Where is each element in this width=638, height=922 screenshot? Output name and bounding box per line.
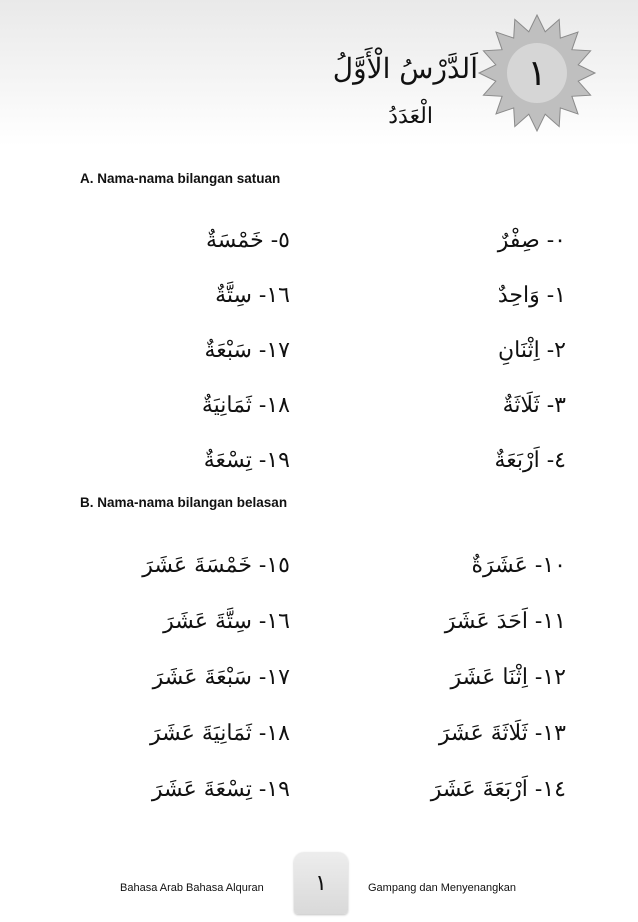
list-item: ١١- اَحَدَ عَشَرَ: [444, 609, 566, 634]
list-item: ١٢- اِثْنَا عَشَرَ: [450, 665, 566, 690]
lesson-number: ١: [527, 52, 547, 94]
list-item: ١٥- خَمْسَةَ عَشَرَ: [142, 553, 290, 578]
list-item: ١٤- اَرْبَعَةَ عَشَرَ: [430, 777, 566, 802]
list-item: ١٧- سَبْعَةٌ: [204, 338, 290, 363]
list-item: ١٦- سِتَّةٌ: [215, 283, 290, 308]
list-item: ١٨- ثَمَانِيَةَ عَشَرَ: [149, 721, 290, 746]
list-item: ٤- اَرْبَعَةٌ: [494, 448, 566, 473]
lesson-title: اَلدَّرْسُ الْأَوَّلُ: [332, 52, 478, 85]
list-item: ٣- ثَلَاثَةٌ: [502, 393, 566, 418]
list-item: ٢- اِثْنَانِ: [498, 338, 566, 363]
list-item: ١٣- ثَلَاثَةَ عَشَرَ: [438, 721, 566, 746]
list-item: ١٨- ثَمَانِيَةٌ: [201, 393, 290, 418]
footer-right-text: Gampang dan Menyenangkan: [368, 882, 516, 894]
section-b-heading: B. Nama-nama bilangan belasan: [80, 495, 288, 510]
list-item: ٥- خَمْسَةٌ: [206, 228, 290, 253]
list-item: ١٧- سَبْعَةَ عَشَرَ: [152, 665, 290, 690]
section-a-heading: A. Nama-nama bilangan satuan: [80, 171, 281, 186]
lesson-subtitle: الْعَدَدُ: [388, 104, 433, 129]
page-number: ١: [294, 852, 348, 914]
list-item: ١- وَاحِدٌ: [497, 283, 566, 308]
list-item: ١٩- تِسْعَةَ عَشَرَ: [151, 777, 290, 802]
list-item: ١٠- عَشَرَةٌ: [471, 553, 566, 578]
list-item: ١٦- سِتَّةَ عَشَرَ: [163, 609, 290, 634]
list-item: ٠- صِفْرٌ: [497, 228, 566, 253]
footer-left-text: Bahasa Arab Bahasa Alquran: [120, 882, 264, 894]
list-item: ١٩- تِسْعَةٌ: [203, 448, 290, 473]
